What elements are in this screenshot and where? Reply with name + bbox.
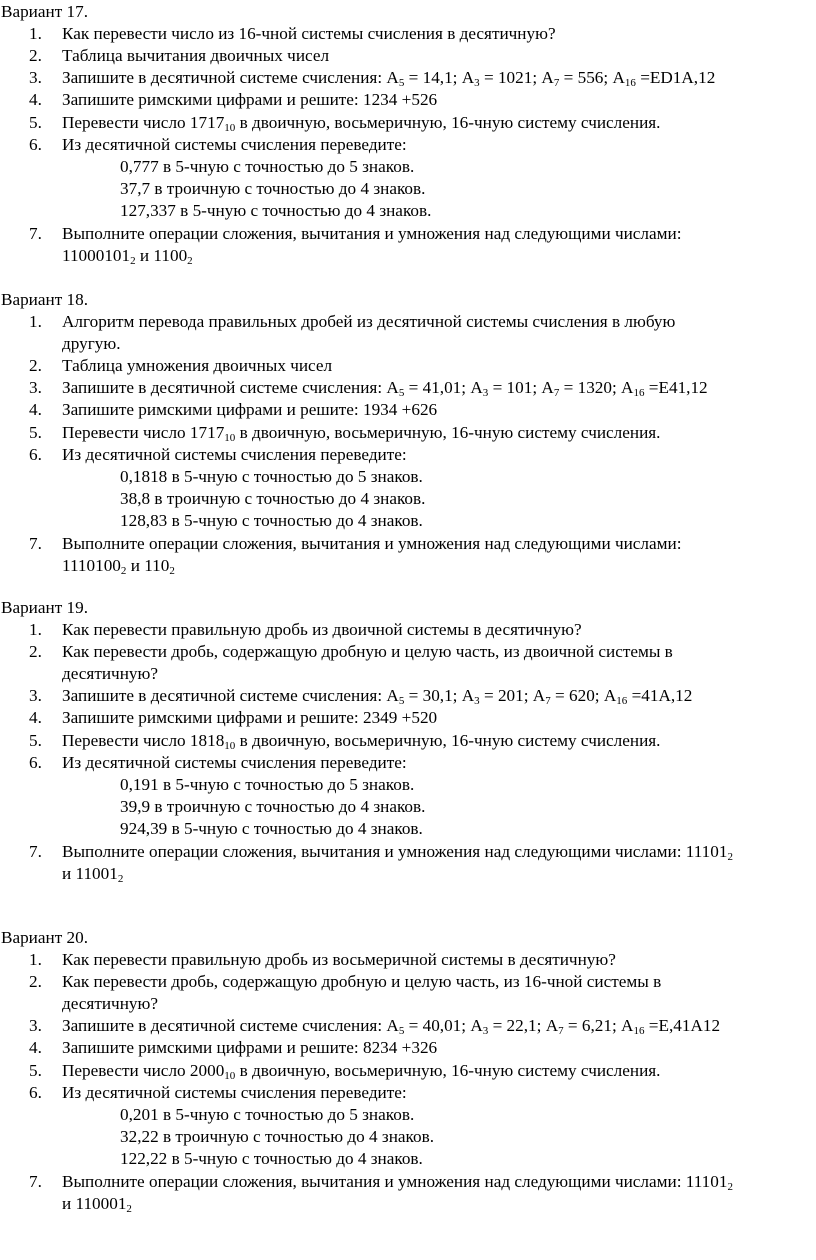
question-text: Выполните операции сложения, вычитания и умножения над следующими числами: $11101_2$ — [62, 842, 733, 863]
question-text: Запишите в десятичной системе счисления: $А_5 = 40,01$; $А_3 = 22,1$; $А_7 = 6,21$; $А_{16} =E,41A12$ — [62, 1016, 721, 1037]
variant-title: Вариант 17. — [1, 2, 89, 21]
question-text: Перевести число $1818_{10}$ в двоичную, восьмеричную, 16-чную систему счисления. — [62, 731, 661, 752]
item-number: 3. — [29, 686, 42, 705]
question-text: и $110001_2$ — [62, 1194, 132, 1215]
question-text: Из десятичной системы счисления переведите: — [62, 753, 407, 772]
item-number: 1. — [29, 950, 42, 969]
question-text: Из десятичной системы счисления переведите: — [62, 445, 407, 464]
sub-task: 37,7 в троичную с точностью до 4 знаков. — [120, 179, 426, 198]
variant-title: Вариант 18. — [1, 290, 89, 309]
question-text: Перевести число $1717_{10}$ в двоичную, восьмеричную, 16-чную систему счисления. — [62, 423, 661, 444]
item-number: 5. — [29, 423, 42, 442]
item-number: 3. — [29, 1016, 42, 1035]
sub-task: 32,22 в троичную с точностью до 4 знаков. — [120, 1127, 435, 1146]
item-number: 3. — [29, 378, 42, 397]
question-text: Как перевести число из 16-чной системы счисления в десятичную? — [62, 24, 556, 43]
item-number: 4. — [29, 90, 42, 109]
item-number: 1. — [29, 620, 42, 639]
question-text: Выполните операции сложения, вычитания и умножения над следующими числами: $11101_2$ — [62, 1172, 733, 1193]
item-number: 3. — [29, 68, 42, 87]
question-text: Запишите в десятичной системе счисления: $А_5 = 14,1$; $А_3 = 1021$; $А_7 = 556$; $А_{16} =ED1A,12$ — [62, 68, 716, 89]
item-number: 6. — [29, 445, 42, 464]
question-text: Запишите римскими цифрами и решите: 2349 +520 — [62, 708, 438, 727]
question-text: и $11001_2$ — [62, 864, 124, 885]
question-text: Выполните операции сложения, вычитания и умножения над следующими числами: — [62, 224, 682, 243]
question-text: Запишите римскими цифрами и решите: 8234 +326 — [62, 1038, 438, 1057]
item-number: 5. — [29, 113, 42, 132]
item-number: 6. — [29, 753, 42, 772]
question-text: Запишите в десятичной системе счисления: $А_5 = 30,1$; $А_3 = 201$; $А_7 = 620$; $А_{16} =41A,12$ — [62, 686, 693, 707]
question-text: Из десятичной системы счисления переведите: — [62, 135, 407, 154]
item-number: 6. — [29, 1083, 42, 1102]
question-text: Выполните операции сложения, вычитания и умножения над следующими числами: — [62, 534, 682, 553]
item-number: 2. — [29, 972, 42, 991]
item-number: 6. — [29, 135, 42, 154]
question-text: Перевести число $1717_{10}$ в двоичную, восьмеричную, 16-чную систему счисления. — [62, 113, 661, 134]
question-text: Таблица вычитания двоичных чисел — [62, 46, 330, 65]
item-number: 7. — [29, 1172, 42, 1191]
question-text: $11000101_2$ и $1100_2$ — [62, 246, 193, 267]
item-number: 5. — [29, 1061, 42, 1080]
sub-task: 0,191 в 5-чную с точностью до 5 знаков. — [120, 775, 415, 794]
question-text: Перевести число $2000_{10}$ в двоичную, восьмеричную, 16-чную систему счисления. — [62, 1061, 661, 1082]
question-text: Таблица умножения двоичных чисел — [62, 356, 333, 375]
sub-task: 0,777 в 5-чную с точностью до 5 знаков. — [120, 157, 415, 176]
item-number: 5. — [29, 731, 42, 750]
variant-title: Вариант 20. — [1, 928, 89, 947]
item-number: 1. — [29, 312, 42, 331]
question-text: десятичную? — [62, 664, 158, 683]
question-text: $1110100_2$ и $110_2$ — [62, 556, 175, 577]
sub-task: 127,337 в 5-чную с точностью до 4 знаков. — [120, 201, 432, 220]
question-text: Из десятичной системы счисления переведите: — [62, 1083, 407, 1102]
sub-task: 122,22 в 5-чную с точностью до 4 знаков. — [120, 1149, 423, 1168]
sub-task: 38,8 в троичную с точностью до 4 знаков. — [120, 489, 426, 508]
question-text: Запишите римскими цифрами и решите: 1234 +526 — [62, 90, 438, 109]
item-number: 1. — [29, 24, 42, 43]
sub-task: 0,201 в 5-чную с точностью до 5 знаков. — [120, 1105, 415, 1124]
question-text: Алгоритм перевода правильных дробей из десятичной системы счисления в любую — [62, 312, 676, 331]
item-number: 2. — [29, 356, 42, 375]
sub-task: 39,9 в троичную с точностью до 4 знаков. — [120, 797, 426, 816]
item-number: 4. — [29, 708, 42, 727]
sub-task: 0,1818 в 5-чную с точностью до 5 знаков. — [120, 467, 423, 486]
item-number: 7. — [29, 842, 42, 861]
question-text: Как перевести правильную дробь из двоичной системы в десятичную? — [62, 620, 582, 639]
item-number: 2. — [29, 46, 42, 65]
question-text: Запишите римскими цифрами и решите: 1934 +626 — [62, 400, 438, 419]
question-text: десятичную? — [62, 994, 158, 1013]
sub-task: 128,83 в 5-чную с точностью до 4 знаков. — [120, 511, 423, 530]
question-text: Как перевести правильную дробь из восьмеричной системы в десятичную? — [62, 950, 616, 969]
item-number: 4. — [29, 400, 42, 419]
item-number: 4. — [29, 1038, 42, 1057]
question-text: Как перевести дробь, содержащую дробную и целую часть, из 16-чной системы в — [62, 972, 662, 991]
question-text: Как перевести дробь, содержащую дробную и целую часть, из двоичной системы в — [62, 642, 673, 661]
variant-title: Вариант 19. — [1, 598, 89, 617]
item-number: 7. — [29, 534, 42, 553]
question-text: Запишите в десятичной системе счисления: $А_5 = 41,01$; $А_3 = 101$; $А_7 = 1320$; $А_{16} =E41,12$ — [62, 378, 708, 399]
item-number: 7. — [29, 224, 42, 243]
item-number: 2. — [29, 642, 42, 661]
sub-task: 924,39 в 5-чную с точностью до 4 знаков. — [120, 819, 423, 838]
question-text: другую. — [62, 334, 121, 353]
